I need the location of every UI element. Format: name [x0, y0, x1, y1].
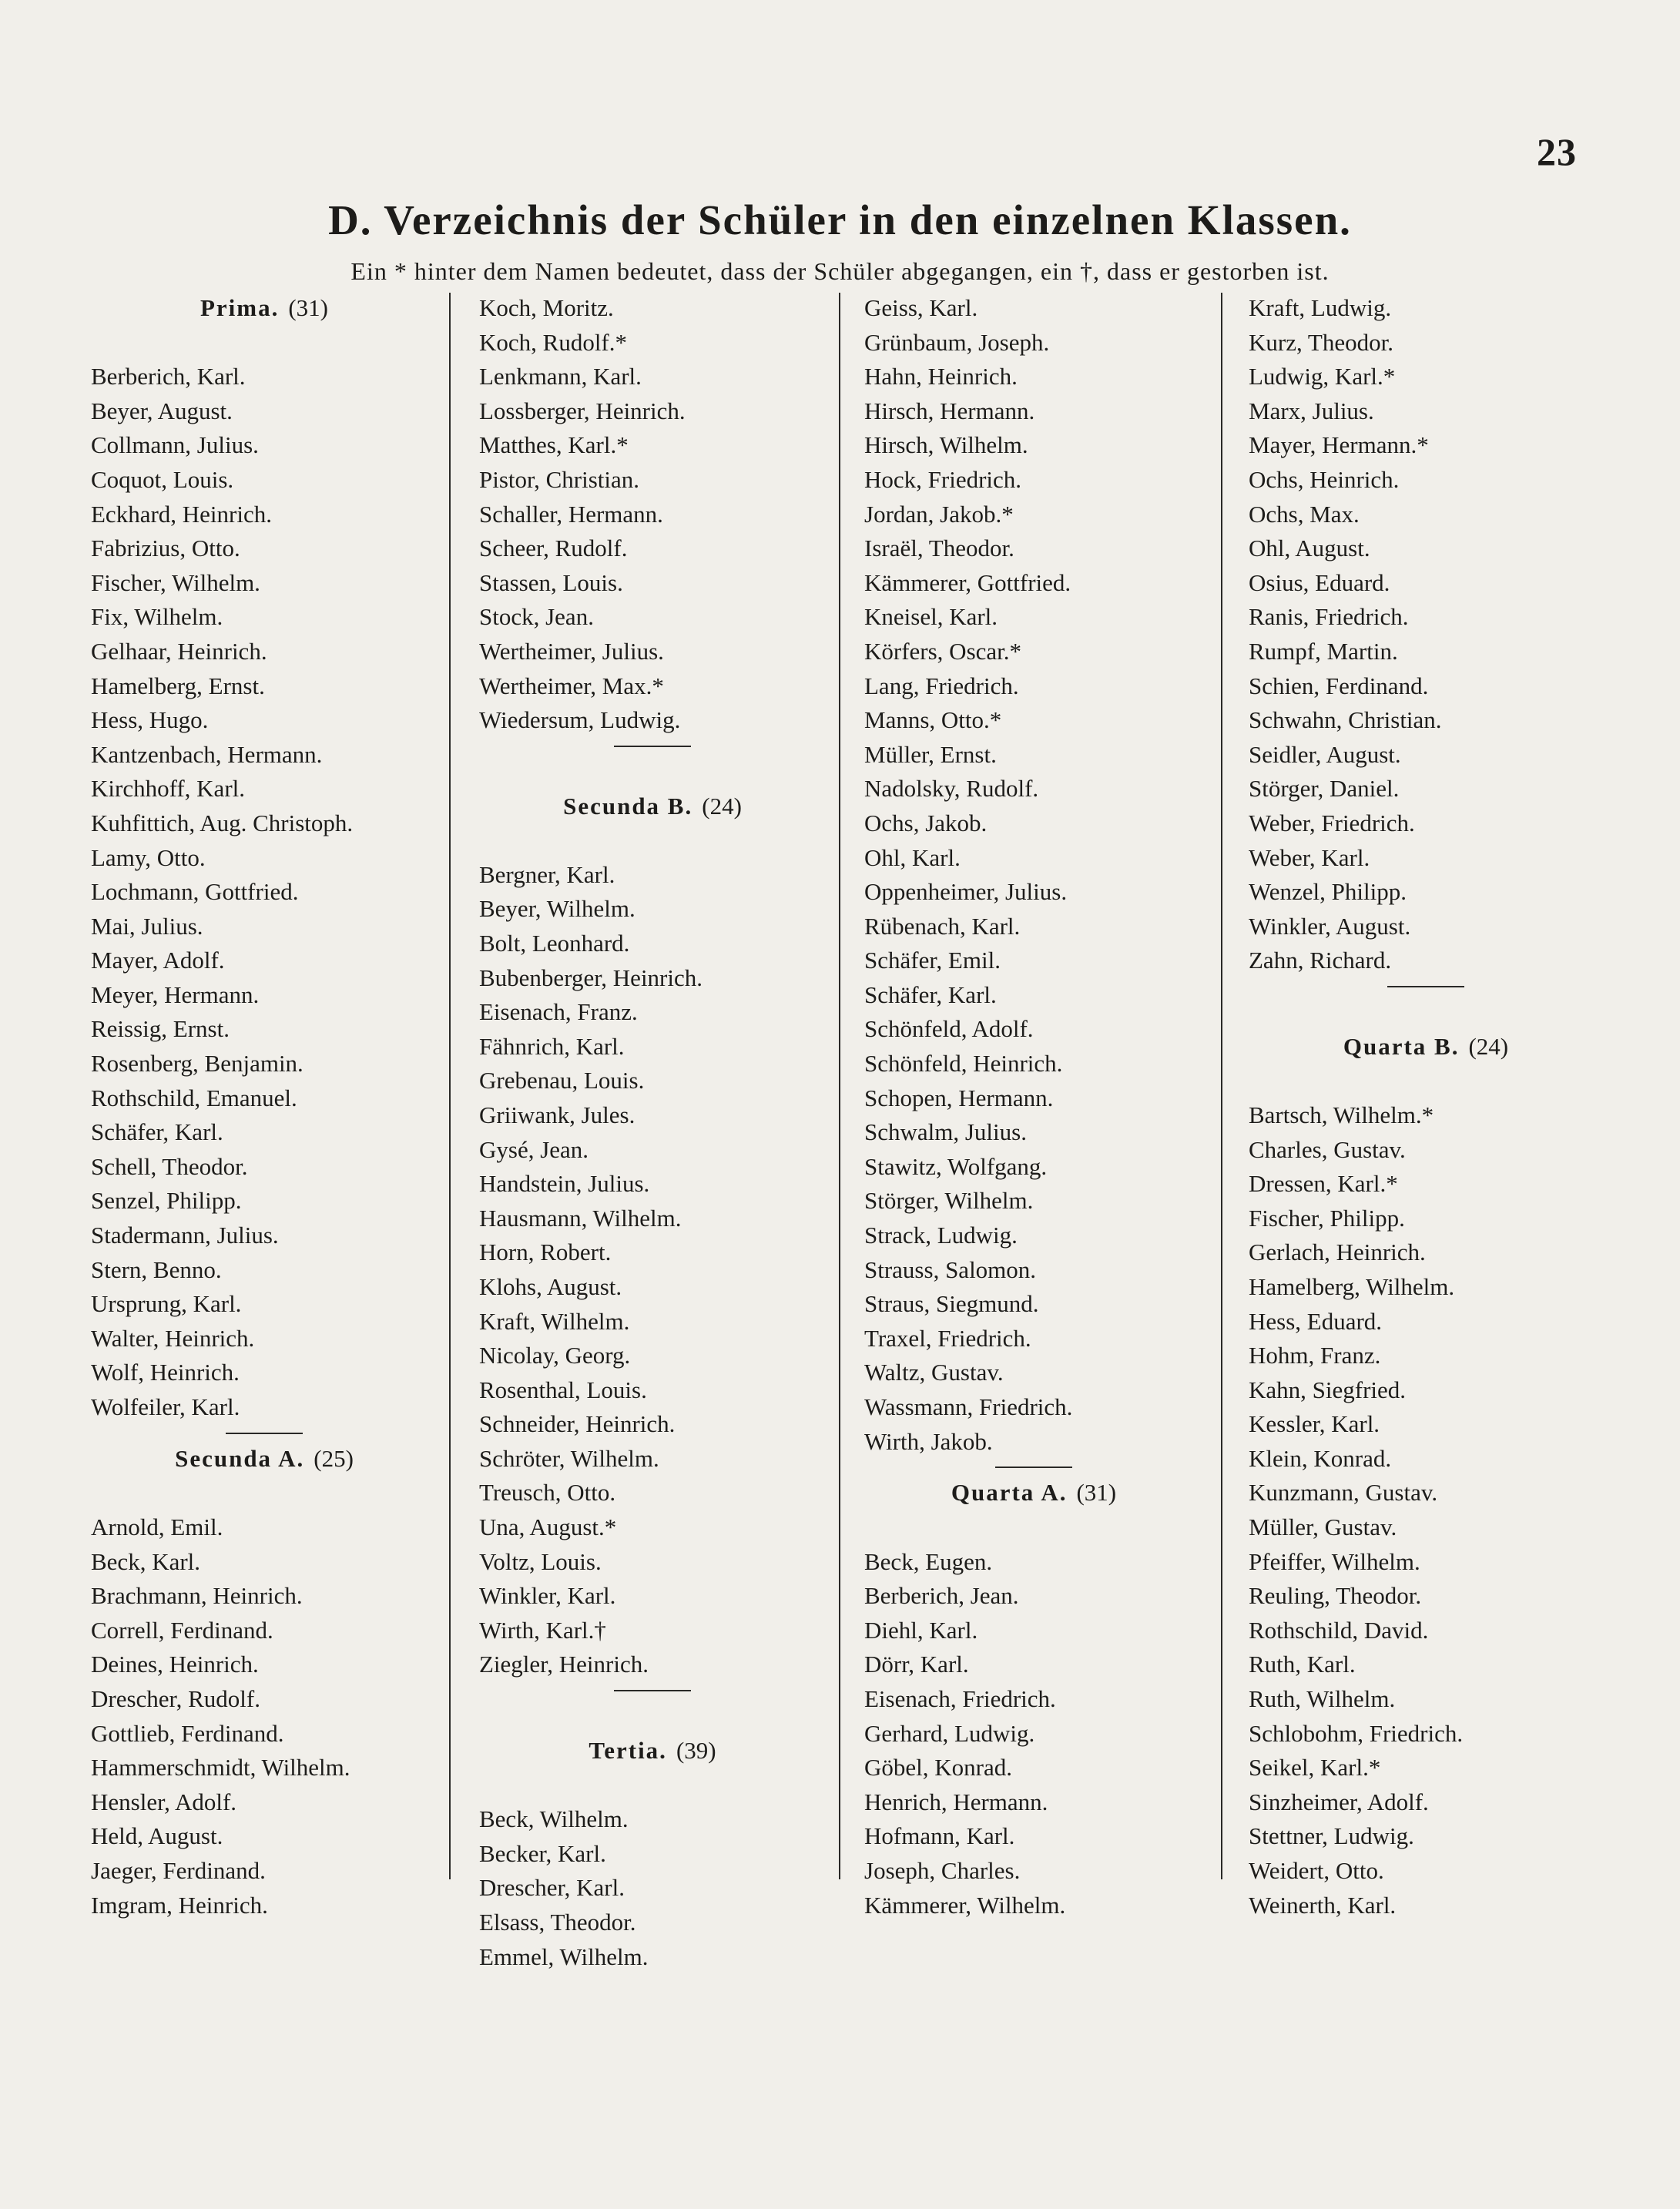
- student-name: Kunzmann, Gustav.: [1249, 1479, 1438, 1507]
- student-name: Osius, Eduard.: [1249, 568, 1390, 596]
- student-name: Henrich, Hermann.: [864, 1788, 1048, 1815]
- student-name: Strauss, Salomon.: [864, 1255, 1037, 1283]
- student-name: Ranis, Friedrich.: [1249, 603, 1409, 631]
- student-name: Körfers, Oscar.*: [864, 637, 1022, 665]
- student-name: Fischer, Wilhelm.: [91, 568, 260, 596]
- student-name: Stock, Jean.: [479, 603, 594, 631]
- student-name: Seidler, August.: [1249, 740, 1401, 768]
- student-name: Schell, Theodor.: [91, 1152, 248, 1180]
- student-name: Kahn, Siegfried.: [1249, 1376, 1407, 1403]
- student-name: Stadermann, Julius.: [91, 1222, 279, 1249]
- class-heading-name: Quarta A.: [951, 1479, 1068, 1507]
- student-name: Wolfeiler, Karl.: [91, 1393, 240, 1420]
- student-name: Kraft, Wilhelm.: [479, 1307, 630, 1335]
- student-name: Emmel, Wilhelm.: [479, 1943, 649, 1970]
- student-name: Drescher, Karl.: [479, 1874, 625, 1902]
- class-heading-name: Secunda A.: [175, 1444, 305, 1472]
- student-name: Hohm, Franz.: [1249, 1342, 1381, 1369]
- column-divider: [839, 293, 840, 1879]
- student-name: Charles, Gustav.: [1249, 1135, 1406, 1163]
- student-name: Imgram, Heinrich.: [91, 1891, 268, 1919]
- student-name: Ochs, Jakob.: [864, 809, 988, 836]
- student-name: Hess, Eduard.: [1249, 1307, 1383, 1335]
- student-name: Coquot, Louis.: [91, 465, 234, 493]
- student-name: Una, August.*: [479, 1513, 617, 1541]
- student-name: Collmann, Julius.: [91, 431, 259, 459]
- student-name: Grebenau, Louis.: [479, 1067, 645, 1094]
- student-name: Bergner, Karl.: [479, 860, 615, 888]
- student-name: Gysé, Jean.: [479, 1135, 589, 1163]
- student-name: Senzel, Philipp.: [91, 1187, 242, 1215]
- student-name: Berberich, Jean.: [864, 1582, 1019, 1610]
- student-name: Hess, Hugo.: [91, 706, 209, 734]
- student-name: Fabrizius, Otto.: [91, 535, 240, 562]
- student-name: Schröter, Wilhelm.: [479, 1444, 659, 1472]
- student-name: Rothschild, Emanuel.: [91, 1084, 297, 1111]
- student-name: Treusch, Otto.: [479, 1479, 616, 1507]
- student-name: Lamy, Otto.: [91, 843, 206, 871]
- student-name: Weinerth, Karl.: [1249, 1891, 1397, 1919]
- student-name: Koch, Moritz.: [479, 294, 614, 321]
- student-name: Müller, Ernst.: [864, 740, 997, 768]
- student-name: Winkler, August.: [1249, 912, 1411, 940]
- student-name: Koch, Rudolf.*: [479, 328, 628, 356]
- student-name: Gerhard, Ludwig.: [864, 1719, 1035, 1747]
- student-name: Becker, Karl.: [479, 1839, 606, 1867]
- student-name: Bubenberger, Heinrich.: [479, 964, 703, 991]
- student-name: Schopen, Hermann.: [864, 1084, 1054, 1111]
- student-name: Jordan, Jakob.*: [864, 500, 1014, 528]
- student-name: Schönfeld, Heinrich.: [864, 1050, 1063, 1078]
- student-name: Nadolsky, Rudolf.: [864, 775, 1039, 803]
- student-name: Eisenach, Franz.: [479, 998, 638, 1026]
- student-name: Straus, Siegmund.: [864, 1290, 1039, 1318]
- student-name: Klohs, August.: [479, 1272, 622, 1300]
- student-name: Held, August.: [91, 1822, 223, 1850]
- student-name: Kraft, Ludwig.: [1249, 294, 1392, 321]
- class-heading-name: Tertia.: [589, 1736, 667, 1764]
- student-name: Schäfer, Emil.: [864, 947, 1001, 974]
- spacer: [479, 823, 826, 858]
- student-name: Ruth, Wilhelm.: [1249, 1685, 1396, 1713]
- student-name: Schäfer, Karl.: [864, 980, 997, 1008]
- student-name: Stern, Benno.: [91, 1255, 222, 1283]
- student-name: Horn, Robert.: [479, 1239, 612, 1266]
- student-name: Weber, Friedrich.: [1249, 809, 1415, 836]
- student-name: Schwalm, Julius.: [864, 1118, 1027, 1146]
- student-name: Pfeiffer, Wilhelm.: [1249, 1547, 1420, 1575]
- class-heading: [864, 1476, 1203, 1510]
- class-heading-count: (31): [1076, 1479, 1117, 1507]
- student-name: Hausmann, Wilhelm.: [479, 1204, 682, 1232]
- student-name: Stassen, Louis.: [479, 568, 623, 596]
- student-name: Strack, Ludwig.: [864, 1222, 1018, 1249]
- student-name: Schwahn, Christian.: [1249, 706, 1442, 734]
- student-name: Grünbaum, Joseph.: [864, 328, 1050, 356]
- student-name: Rübenach, Karl.: [864, 912, 1021, 940]
- student-name: Müller, Gustav.: [1249, 1513, 1397, 1541]
- student-name: Pistor, Christian.: [479, 465, 640, 493]
- page-number: 23: [1537, 130, 1577, 173]
- class-heading-count: (25): [314, 1444, 354, 1472]
- student-name: Lang, Friedrich.: [864, 672, 1019, 699]
- column-divider: [1221, 293, 1222, 1879]
- student-name: Schneider, Heinrich.: [479, 1410, 676, 1438]
- student-name: Hock, Friedrich.: [864, 465, 1022, 493]
- student-name: Wertheimer, Julius.: [479, 637, 664, 665]
- column-3: [864, 291, 1203, 1922]
- student-name: Arnold, Emil.: [91, 1513, 223, 1541]
- student-name: Wertheimer, Max.*: [479, 672, 664, 699]
- student-name: Diehl, Karl.: [864, 1616, 978, 1644]
- student-name: Schönfeld, Adolf.: [864, 1015, 1034, 1043]
- section-separator: [479, 1682, 826, 1699]
- student-name: Schaller, Hermann.: [479, 500, 663, 528]
- student-name: Geiss, Karl.: [864, 294, 978, 321]
- class-heading-name: Quarta B.: [1343, 1032, 1460, 1060]
- student-name: Kneisel, Karl.: [864, 603, 998, 631]
- student-name: Mayer, Hermann.*: [1249, 431, 1429, 459]
- student-name: Manns, Otto.*: [864, 706, 1002, 734]
- class-heading-count: (39): [676, 1736, 716, 1764]
- student-name: Dressen, Karl.*: [1249, 1170, 1398, 1198]
- class-heading-name: Prima.: [200, 294, 280, 321]
- student-name: Weber, Karl.: [1249, 843, 1370, 871]
- class-heading: [91, 1442, 438, 1477]
- spacer: [479, 1699, 826, 1734]
- student-name: Sinzheimer, Adolf.: [1249, 1788, 1429, 1815]
- student-name: Hirsch, Wilhelm.: [864, 431, 1028, 459]
- student-name: Schien, Ferdinand.: [1249, 672, 1429, 699]
- class-heading: [91, 291, 438, 326]
- class-heading: [479, 789, 826, 824]
- student-name: Rothschild, David.: [1249, 1616, 1429, 1644]
- student-name: Wirth, Jakob.: [864, 1427, 993, 1455]
- student-name: Scheer, Rudolf.: [479, 535, 628, 562]
- student-name: Brachmann, Heinrich.: [91, 1582, 303, 1610]
- student-name: Hahn, Heinrich.: [864, 363, 1018, 391]
- student-name: Störger, Daniel.: [1249, 775, 1400, 803]
- student-name: Wassmann, Friedrich.: [864, 1393, 1073, 1420]
- student-name: Störger, Wilhelm.: [864, 1187, 1034, 1215]
- student-name: Rosenberg, Benjamin.: [91, 1050, 303, 1078]
- student-name: Jaeger, Ferdinand.: [91, 1857, 266, 1885]
- class-heading: [1249, 1030, 1603, 1064]
- student-name: Bolt, Leonhard.: [479, 929, 630, 957]
- student-name: Winkler, Karl.: [479, 1582, 616, 1610]
- student-name: Eckhard, Heinrich.: [91, 500, 272, 528]
- spacer: [479, 1768, 826, 1803]
- student-name: Ochs, Heinrich.: [1249, 465, 1400, 493]
- student-name: Walter, Heinrich.: [91, 1324, 255, 1352]
- student-name: Wirth, Karl.†: [479, 1616, 606, 1644]
- class-heading-count: (31): [288, 294, 329, 321]
- student-name: Wenzel, Philipp.: [1249, 878, 1407, 906]
- student-name: Weidert, Otto.: [1249, 1857, 1384, 1885]
- student-name: Gerlach, Heinrich.: [1249, 1239, 1426, 1266]
- student-name: Schlobohm, Friedrich.: [1249, 1719, 1464, 1747]
- student-name: Rosenthal, Louis.: [479, 1376, 647, 1403]
- student-name: Oppenheimer, Julius.: [864, 878, 1068, 906]
- student-name: Handstein, Julius.: [479, 1170, 650, 1198]
- student-name: Beck, Karl.: [91, 1547, 201, 1575]
- section-separator: [1249, 978, 1603, 995]
- student-name: Meyer, Hermann.: [91, 980, 260, 1008]
- column-divider: [449, 293, 451, 1879]
- student-name: Kuhfittich, Aug. Christoph.: [91, 809, 354, 836]
- student-name: Lenkmann, Karl.: [479, 363, 642, 391]
- student-name: Waltz, Gustav.: [864, 1359, 1004, 1386]
- student-name: Hamelberg, Wilhelm.: [1249, 1272, 1455, 1300]
- student-name: Ruth, Karl.: [1249, 1651, 1356, 1678]
- spacer: [1249, 995, 1603, 1030]
- student-name: Hofmann, Karl.: [864, 1822, 1015, 1850]
- student-name: Voltz, Louis.: [479, 1547, 602, 1575]
- student-name: Mayer, Adolf.: [91, 947, 225, 974]
- student-name: Kämmerer, Wilhelm.: [864, 1891, 1066, 1919]
- student-name: Elsass, Theodor.: [479, 1908, 636, 1936]
- student-name: Kantzenbach, Hermann.: [91, 740, 323, 768]
- student-name: Kämmerer, Gottfried.: [864, 568, 1071, 596]
- student-name: Beck, Eugen.: [864, 1547, 993, 1575]
- student-name: Hensler, Adolf.: [91, 1788, 237, 1815]
- student-name: Klein, Konrad.: [1249, 1444, 1392, 1472]
- student-name: Lochmann, Gottfried.: [91, 878, 299, 906]
- student-name: Göbel, Konrad.: [864, 1754, 1012, 1782]
- student-name: Hammerschmidt, Wilhelm.: [91, 1754, 350, 1782]
- student-name: Fähnrich, Karl.: [479, 1032, 625, 1060]
- student-name: Traxel, Friedrich.: [864, 1324, 1031, 1352]
- student-name: Kurz, Theodor.: [1249, 328, 1393, 356]
- class-heading-name: Secunda B.: [563, 792, 693, 820]
- student-name: Drescher, Rudolf.: [91, 1685, 260, 1713]
- student-name: Deines, Heinrich.: [91, 1651, 259, 1678]
- student-name: Eisenach, Friedrich.: [864, 1685, 1056, 1713]
- column-4: [1249, 291, 1603, 1922]
- student-name: Kirchhoff, Karl.: [91, 775, 246, 803]
- student-name: Hamelberg, Ernst.: [91, 672, 265, 699]
- student-name: Mai, Julius.: [91, 912, 203, 940]
- section-separator: [864, 1459, 1203, 1476]
- student-name: Gelhaar, Heinrich.: [91, 637, 267, 665]
- column-1: [91, 291, 438, 1922]
- page-title: D. Verzeichnis der Schüler in den einzelnen Klassen.: [328, 196, 1352, 243]
- spacer: [91, 1476, 438, 1510]
- student-name: Correll, Ferdinand.: [91, 1616, 273, 1644]
- student-name: Ohl, Karl.: [864, 843, 961, 871]
- student-name: Ohl, August.: [1249, 535, 1370, 562]
- student-name: Stettner, Ludwig.: [1249, 1822, 1414, 1850]
- student-name: Reissig, Ernst.: [91, 1015, 230, 1043]
- spacer: [91, 326, 438, 360]
- student-name: Dörr, Karl.: [864, 1651, 969, 1678]
- student-name: Beyer, Wilhelm.: [479, 895, 635, 923]
- student-name: Fix, Wilhelm.: [91, 603, 223, 631]
- student-name: Marx, Julius.: [1249, 397, 1374, 424]
- student-name: Ochs, Max.: [1249, 500, 1360, 528]
- column-2: [479, 291, 826, 1974]
- student-name: Berberich, Karl.: [91, 363, 246, 391]
- student-name: Fischer, Philipp.: [1249, 1204, 1405, 1232]
- spacer: [1249, 1064, 1603, 1098]
- student-name: Griiwank, Jules.: [479, 1101, 635, 1128]
- student-name: Ludwig, Karl.*: [1249, 363, 1396, 391]
- student-name: Stawitz, Wolfgang.: [864, 1152, 1048, 1180]
- student-name: Lossberger, Heinrich.: [479, 397, 686, 424]
- student-name: Schäfer, Karl.: [91, 1118, 223, 1146]
- student-name: Gottlieb, Ferdinand.: [91, 1719, 284, 1747]
- student-name: Bartsch, Wilhelm.*: [1249, 1101, 1434, 1128]
- student-name: Joseph, Charles.: [864, 1857, 1021, 1885]
- class-heading: [479, 1734, 826, 1768]
- section-separator: [91, 1425, 438, 1442]
- student-name: Ursprung, Karl.: [91, 1290, 242, 1318]
- student-name: Matthes, Karl.*: [479, 431, 629, 459]
- student-name: Hirsch, Hermann.: [864, 397, 1035, 424]
- student-name: Israël, Theodor.: [864, 535, 1014, 562]
- student-name: Wolf, Heinrich.: [91, 1359, 240, 1386]
- student-name: Reuling, Theodor.: [1249, 1582, 1422, 1610]
- section-separator: [479, 738, 826, 755]
- class-heading-count: (24): [702, 792, 742, 820]
- legend-note: Ein * hinter dem Namen bedeutet, dass der Schüler abgegangen, ein †, dass er gestorben ist.: [350, 257, 1330, 285]
- student-name: Rumpf, Martin.: [1249, 637, 1398, 665]
- spacer: [479, 755, 826, 789]
- student-name: Beck, Wilhelm.: [479, 1805, 629, 1833]
- student-name: Kessler, Karl.: [1249, 1410, 1380, 1438]
- class-heading-count: (24): [1468, 1032, 1509, 1060]
- student-name: Wiedersum, Ludwig.: [479, 706, 681, 734]
- student-name: Beyer, August.: [91, 397, 233, 424]
- student-name: Seikel, Karl.*: [1249, 1754, 1381, 1782]
- spacer: [864, 1510, 1203, 1545]
- student-name: Zahn, Richard.: [1249, 947, 1392, 974]
- student-name: Ziegler, Heinrich.: [479, 1651, 649, 1678]
- student-name: Nicolay, Georg.: [479, 1342, 631, 1369]
